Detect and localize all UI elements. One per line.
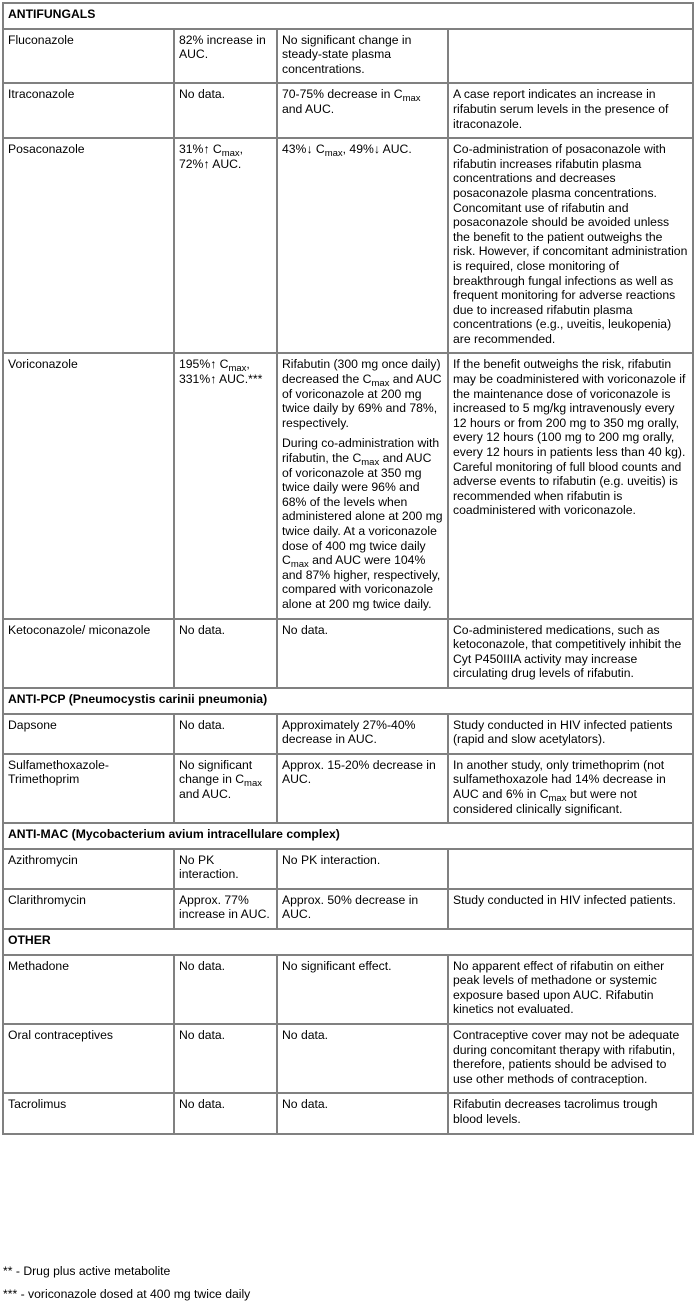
effect-on-rifabutin-cell: No data. <box>174 1093 277 1133</box>
effect-on-coadministered-drug-cell <box>277 714 448 754</box>
effect-on-coadministered-drug-cell <box>277 1093 448 1133</box>
drug-name-cell: Posaconazole <box>3 138 174 353</box>
section-title: ANTI-MAC (Mycobacterium avium intracellulare complex) <box>3 823 693 849</box>
drug-name-cell: Azithromycin <box>3 849 174 889</box>
effect-on-rifabutin-cell: 195%↑ $C_{max}$, 331%↑ AUC.*** <box>174 353 277 618</box>
effect-on-rifabutin-cell: No data. <box>174 83 277 138</box>
comment-cell: In another study, only trimethoprim (not sulfamethoxazole had 14% decrease in AUC and 6% in $C_{max}$ but were not considered clinically significant. <box>448 754 693 823</box>
table-row <box>3 1024 693 1093</box>
comment-cell <box>448 849 693 889</box>
footnote-drug-plus-metabolite: ** - Drug plus active metabolite <box>3 1264 171 1278</box>
table-row <box>3 754 693 823</box>
cell-paragraph: No significant change in steady-state plasma concentrations. <box>282 32 412 76</box>
effect-on-coadministered-drug-cell <box>277 889 448 929</box>
table-row <box>3 83 693 138</box>
cell-paragraph: No data. <box>282 1097 329 1112</box>
table-row <box>3 619 693 688</box>
effect-on-rifabutin-cell: No data. <box>174 1024 277 1093</box>
table-row <box>3 849 693 889</box>
comment-cell <box>448 29 693 84</box>
table-row <box>3 29 693 84</box>
table-row <box>3 138 693 353</box>
effect-on-rifabutin-cell: No PK interaction. <box>174 849 277 889</box>
drug-name-cell: Oral contraceptives <box>3 1024 174 1093</box>
drug-name-cell: Voriconazole <box>3 353 174 618</box>
drug-name-cell: Fluconazole <box>3 29 174 84</box>
drug-name-cell: Methadone <box>3 955 174 1024</box>
drug-name-cell: Sulfamethoxazole-Trimethoprim <box>3 754 174 823</box>
comment-cell: Co-administration of posaconazole with rifabutin increases rifabutin plasma concentrations and decreases posaconazole plasma concentrations. Concomitant use of rifabutin and posaconazole should be avoided unless the benefit to the patient outweighs the risk. However, if concomitant administration is required, close monitoring of breakthrough fungal infections as well as frequent monitoring for adverse reactions due to increased rifabutin plasma concentrations (e.g., uveitis, leukopenia) are recommended. <box>448 138 693 353</box>
effect-on-coadministered-drug-cell <box>277 138 448 353</box>
effect-on-rifabutin-cell: Approx. 77% increase in AUC. <box>174 889 277 929</box>
section-header-row <box>3 929 693 955</box>
cell-paragraph: 43%↓ $C_{max}$, 49%↓ AUC. <box>282 142 412 160</box>
effect-on-coadministered-drug-cell <box>277 619 448 688</box>
comment-cell: No apparent effect of rifabutin on either peak levels of methadone or systemic exposure based upon AUC. Rifabutin kinetics not evaluated. <box>448 955 693 1024</box>
table-row <box>3 889 693 929</box>
cell-paragraph: No PK interaction. <box>282 852 381 867</box>
effect-on-coadministered-drug-cell <box>277 849 448 889</box>
subscript: max <box>324 148 343 160</box>
cell-paragraph: No data. <box>282 1028 329 1043</box>
footnotes <box>3 1264 250 1310</box>
section-title: ANTIFUNGALS <box>3 3 693 29</box>
drug-interaction-table <box>2 2 694 1135</box>
effect-on-coadministered-drug-cell <box>277 754 448 823</box>
subscript: max <box>361 457 380 469</box>
comment-cell: Rifabutin decreases tacrolimus trough blood levels. <box>448 1093 693 1133</box>
section-title: ANTI-PCP (Pneumocystis carinii pneumonia) <box>3 688 693 714</box>
table-row <box>3 955 693 1024</box>
section-title: OTHER <box>3 929 693 955</box>
subscript: max <box>244 778 262 790</box>
drug-name-cell: Clarithromycin <box>3 889 174 929</box>
effect-on-coadministered-drug-cell <box>277 29 448 84</box>
effect-on-rifabutin-cell: 82% increase in AUC. <box>174 29 277 84</box>
comment-cell: Study conducted in HIV infected patients. <box>448 889 693 929</box>
cell-paragraph: Rifabutin (300 mg once daily) decreased the $C_{max}$ and AUC of voriconazole at 200 mg twice daily by 69% and 78%, respectively. <box>282 357 442 430</box>
table-row <box>3 714 693 754</box>
table-row <box>3 1093 693 1133</box>
effect-on-rifabutin-cell: No data. <box>174 619 277 688</box>
comment-cell: Co-administered medications, such as ketoconazole, that competitively inhibit the Cyt P450IIIA activity may increase circulating drug levels of rifabutin. <box>448 619 693 688</box>
section-header-row <box>3 3 693 29</box>
cell-paragraph: Approximately 27%-40% decrease in AUC. <box>282 717 416 747</box>
comment-cell: Study conducted in HIV infected patients (rapid and slow acetylators). <box>448 714 693 754</box>
comment-cell: A case report indicates an increase in rifabutin serum levels in the presence of itraconazole. <box>448 83 693 138</box>
subscript: max <box>221 148 240 160</box>
cell-paragraph: No significant effect. <box>282 958 392 973</box>
comment-cell: Contraceptive cover may not be adequate during concomitant therapy with rifabutin, therefore, patients should be advised to use other methods of contraception. <box>448 1024 693 1093</box>
comment-cell: If the benefit outweighs the risk, rifabutin may be coadministered with voriconazole if the maintenance dose of voriconazole is increased to 5 mg/kg intravenously every 12 hours or from 200 mg to 350 mg orally, every 12 hours (100 mg to 200 mg orally, every 12 hours in patients less than 40 kg). Careful monitoring of full blood counts and adverse events to rifabutin (e.g. uveitis) is recommended when rifabutin is coadministered with voriconazole. <box>448 353 693 618</box>
subscript: max <box>290 559 309 571</box>
drug-name-cell: Tacrolimus <box>3 1093 174 1133</box>
effect-on-coadministered-drug-cell <box>277 1024 448 1093</box>
cell-paragraph: No data. <box>282 622 329 637</box>
effect-on-rifabutin-cell: No significant change in $C_{max}$ and AUC. <box>174 754 277 823</box>
subscript: max <box>228 363 247 375</box>
subscript: max <box>548 792 567 804</box>
subscript: max <box>371 378 390 390</box>
cell-paragraph: During co-administration with rifabutin, the $C_{max}$ and AUC of voriconazole at 350 mg twice daily were 96% and 68% of the levels when administered alone at 200 mg twice daily. At a voriconazole dose of 400 mg twice daily $C_{max}$ and AUC were 104% and 87% higher, respectively, compared with voriconazole alone at 200 mg twice daily. <box>282 436 443 611</box>
section-header-row <box>3 823 693 849</box>
effect-on-coadministered-drug-cell <box>277 955 448 1024</box>
drug-name-cell: Itraconazole <box>3 83 174 138</box>
table-row <box>3 353 693 618</box>
section-header-row <box>3 688 693 714</box>
effect-on-coadministered-drug-cell <box>277 83 448 138</box>
cell-paragraph: Approx. 15-20% decrease in AUC. <box>282 757 436 787</box>
drug-name-cell: Dapsone <box>3 714 174 754</box>
cell-paragraph: 70-75% decrease in $C_{max}$ and AUC. <box>282 87 421 116</box>
effect-on-rifabutin-cell: No data. <box>174 714 277 754</box>
subscript: max <box>402 93 421 105</box>
table-body <box>3 3 693 1134</box>
cell-paragraph: Approx. 50% decrease in AUC. <box>282 892 419 922</box>
drug-name-cell: Ketoconazole/ miconazole <box>3 619 174 688</box>
effect-on-coadministered-drug-cell <box>277 353 448 618</box>
effect-on-rifabutin-cell: 31%↑ $C_{max}$, 72%↑ AUC. <box>174 138 277 353</box>
effect-on-rifabutin-cell: No data. <box>174 955 277 1024</box>
footnote-voriconazole-dose: *** - voriconazole dosed at 400 mg twice daily <box>3 1287 251 1301</box>
